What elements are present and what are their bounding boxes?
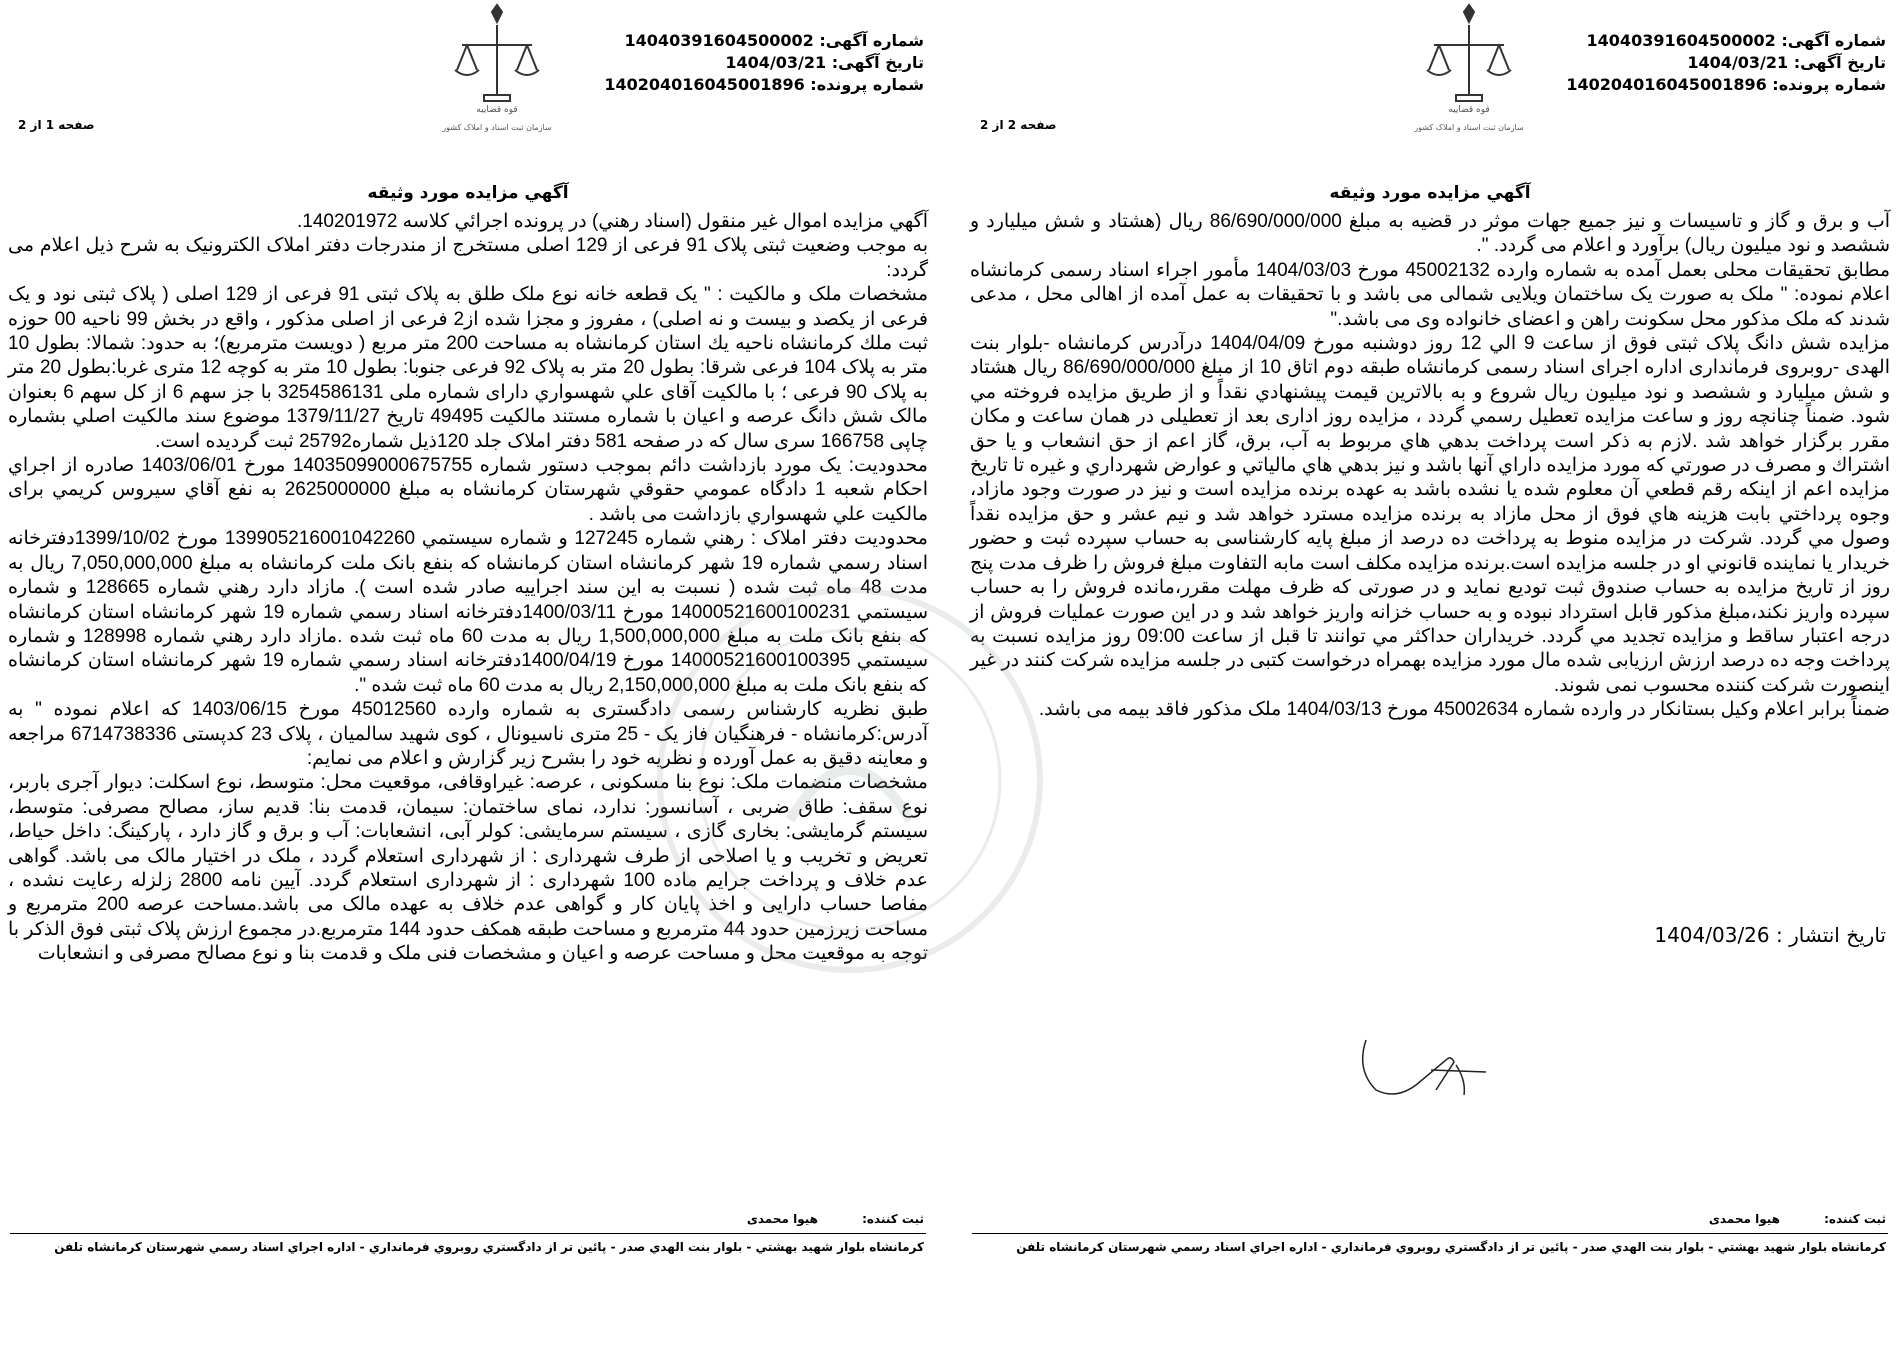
registrar	[1709, 1212, 1886, 1226]
registrar-label: ثبت کننده:	[1824, 1212, 1886, 1226]
registrar	[747, 1212, 924, 1226]
emblem-top-text: قوه قضاییه	[1448, 105, 1490, 115]
page-one	[4, 0, 932, 1361]
paragraph: محدوديت دفتر املاک : رهني شماره 127245 و شماره سيستمي 139905216001042260 مورخ 1399/10/02دفترخانه اسناد رسمي شماره 19 شهر كرمانشاه استان كرمانشاه كه بنفع بانک ملت كرمانشاه به مبلغ 7,050,000,000 ريال به مدت 48 ماه ثبت شده ( نسبت به این سند اجراییه صادر شده است ). مازاد دارد رهني شماره 128665 و شماره سيستمي 14000521600100231 مورخ 1400/03/11دفترخانه اسناد رسمي شماره 19 شهر كرمانشاه استان كرمانشاه كه بنفع بانک ملت به مبلغ 1,500,000,000 ريال به مدت 60 ماه ثبت شده .مازاد دارد رهني شماره 128998 و شماره سيستمي 14000521600100395 مورخ 1400/04/19دفترخانه اسناد رسمي شماره 19 شهر كرمانشاه استان كرمانشاه كه بنفع بانک ملت به مبلغ 2,150,000,000 ريال به مدت 60 ماه ثبت شده ".	[8, 528, 929, 696]
paragraph: مشخصات ملک و مالکیت : " یک قطعه خانه نوع ملک طلق به پلاک ثبتی 91 فرعی از 129 اصلی ( پلاک ثبتی نود و یک فرعی از یکصد و بیست و نه اصلی) ، مفروز و مجزا شده از2 فرعی از اصلی مذکور ، واقع در بخش 99 ناحیه 00 حوزه ثبت ملك كرمانشاه ناحیه یك استان كرمانشاه به مساحت 200 متر مربع ( دویست مترمربع)؛ به حدود: شمالا: بطول 10 متر به پلاک 104 فرعی شرقا: بطول 20 متر به پلاک 92 فرعی جنوبا: بطول 10 متر به کوچه 12 متری غربا:بطول 20 متر به پلاک 90 فرعی ؛ با مالکیت آقای علي شهسواري دارای شماره ملی 3254586131 با جز سهم 6 از کل سهم 6 بعنوان مالک شش دانگ عرصه و اعيان با شماره مستند مالکیت 49495 تاریخ 1379/11/27 موضوع سند مالکيت اصلي بشماره چاپی 166758 سری سال که در صفحه 581 دفتر املاک جلد 120ذيل شماره25792 ثبت گرديده است.	[8, 284, 929, 452]
paragraph: به موجب وضعیت ثبتی پلاک 91 فرعی از 129 اصلی مستخرج از مندرجات دفتر املاک الکترونیک به شرح ذیل اعلام می گردد:	[8, 235, 928, 281]
paragraph: آب و برق و گاز و تاسیسات و نیز جمیع جهات موثر در قضیه به مبلغ 86/690/000/000 ریال (هشتاد و شش میلیارد و ششصد و نود میلیون ریال) برآورد و اعلام می گردد. ".	[970, 211, 1890, 257]
registrar-label: ثبت کننده:	[862, 1212, 924, 1226]
publish-date: تاريخ انتشار : 1404/03/26	[1654, 923, 1886, 947]
judiciary-emblem-icon	[1394, 0, 1544, 150]
page-two	[966, 0, 1894, 1361]
ad-meta	[604, 30, 924, 96]
emblem-caption: سازمان ثبت اسناد و املاک کشور	[1414, 123, 1524, 132]
body-text	[8, 210, 928, 967]
footer-address: كرمانشاه بلوار شهيد بهشتي - بلوار بنت الهدي صدر - پائين تر از دادگستري روبروي فرمانداري - اداره اجراي اسناد رسمي شهرستان كرمانشاه تلفن	[54, 1240, 924, 1254]
ad-date: تاریخ آگهی: 1404/03/21	[1687, 53, 1886, 72]
ad-date: تاریخ آگهی: 1404/03/21	[725, 53, 924, 72]
case-number: شماره پرونده: 140204016045001896	[1566, 75, 1886, 94]
doc-title: آگهي مزايده مورد وثيقه	[367, 183, 569, 203]
footer-address: كرمانشاه بلوار شهيد بهشتي - بلوار بنت الهدي صدر - پائين تر از دادگستري روبروي فرمانداري - اداره اجراي اسناد رسمي شهرستان كرمانشاه تلفن	[1016, 1240, 1886, 1254]
judiciary-emblem-icon	[422, 0, 572, 150]
paragraph: طبق نظریه کارشناس رسمی دادگستری به شماره وارده 45012560 مورخ 1403/06/15 که اعلام نموده " به آدرس:كرمانشاه - فرهنگیان فاز یک - 25 متری ناسیونال ، کوی شهید سالمیان ، پلاک 23 کدپستی 6714738336 مراجعه و معاینه دقیق به عمل آورده و نظریه خود را بشرح زیر گزارش و اعلام می نمایم:	[8, 699, 928, 769]
paragraph: مطابق تحقیقات محلی بعمل آمده به شماره وارده 45002132 مورخ 1404/03/03 مأمور اجراء اسناد رسمی کرمانشاه اعلام نموده: " ملک به صورت یک ساختمان ویلایی شمالی می باشد و با تحقیقات به عمل آمده از اهالی محل ، مدعی شدند که ملک مذکور محل سکونت راهن و اعضای خانواده وی می باشد."	[970, 259, 1890, 330]
footer-divider	[10, 1233, 926, 1234]
signature-icon	[1336, 1000, 1536, 1120]
paragraph: مشخصات منضمات ملک: نوع بنا مسکونی ، عرصه: غیراوقافی، موقعیت محل: متوسط، نوع اسکلت: دیوار آجری باربر، نوع سقف: طاق ضربی ، آسانسور: ندارد، نمای ساختمان: سیمان، قدمت بنا: قدیم ساز، مصالح مصرفی: متوسط، سیستم گرمایشی: بخاری گازی ، سیستم سرمایشی: کولر آبی، انشعابات: آب و برق و گاز دارد ، پارکینگ: داخل حیاط، تعریض و تخریب و یا اصلاحی از طرف شهرداری : از شهرداری استعلام گردد ، ملک در اختیار مالک می باشد. گواهی عدم خلاف و پرداخت جرایم ماده 100 شهرداری : از شهرداری استعلام گردد. آیین نامه 2800 زلزله رعایت نشده ، مفاصا حساب دارایی و اخذ پایان کار و گواهی عدم خلاف به عهده مالک می باشد.مساحت عرصه 200 مترمربع و مساحت زیرزمین حدود 44 مترمربع و مساحت طبقه همکف حدود 144 مترمربع.در مجموع ارزش پلاک ثبتی فوق الذکر با توجه به موقعیت محل و مساحت عرصه و اعیان و مشخصات فنی ملک و قدمت بنا و نوع مصالح مصرفی و انشعابات	[8, 772, 929, 965]
case-number: شماره پرونده: 140204016045001896	[604, 75, 924, 94]
page-number: صفحه 1 از 2	[18, 118, 95, 132]
ad-number: شماره آگهی: 14040391604500002	[1586, 31, 1886, 50]
paragraph: مزايده شش دانگ پلاک ثبتی فوق از ساعت 9 الي 12 روز دوشنبه مورخ 1404/04/09 درآدرس كرمانشاه -بلوار بنت الهدی -روبروی فرمانداری اداره اجرای اسناد رسمی کرمانشاه طبقه دوم اتاق 10 از مبلغ 86/690/000/000 ريال هشتاد و شش میلیارد و ششصد و نود میلیون ريال شروع و به بالاترين قيمت پيشنهادي نقداً و از طريق مزايده فروخته مي شود. ضمناً چنانچه روز و ساعت مزايده تعطيل رسمي گردد ، مزايده روز اداری بعد از تعطيلی در همان ساعت و مكان مقرر برگزار خواهد شد .لازم به ذكر است پرداخت بدهي هاي مربوط به آب، برق، گاز اعم از حق انشعاب و يا حق اشتراك و مصرف در صورتي كه مورد مزايده داراي آنها باشد و نيز بدهي هاي مالياتي و عوارض شهرداري و غيره تا تاريخ مزايده اعم از اينكه رقم قطعي آن معلوم شده يا نشده باشد به عهده برنده مزايده است و نيز در صورت وجود مازاد، وجوه پرداختي بابت هزينه هاي فوق از محل مازاد به برنده مزايده مسترد خواهد شد و نيم عشر و حق مزايده نقداً وصول مي گردد. شرکت در مزايده منوط به پرداخت ده درصد از مبلغ پايه کارشناسی به حساب سپرده ثبت و حضور خريدار يا نماينده قانوني او در جلسه مزايده است.برنده مزايده مکلف است مابه التفاوت مبلغ فروش را ظرف مدت پنج روز از تاريخ مزايده به حساب صندوق ثبت توديع نمايد و در صورتی كه ظرف مهلت مقرر،مانده فروش را به حساب سپرده واريز نکند،مبلغ مذكور قابل استرداد نبوده و به حساب خزانه واريز خواهد شد و در اين صورت عمليات فروش از درجه اعتبار ساقط و مزايده تجديد مي گردد. خريداران حداكثر مي توانند تا قبل از ساعت 09:00 روز مزايده نسبت به پرداخت وجه ده درصد ارزش ارزيابی شده مال مورد مزايده بهمراه درخواست کتبی در جلسه مزايده شرکت کنند در غير اينصورت شرکت کننده محسوب نمی شوند.	[970, 333, 1890, 696]
paragraph: ضمناً برابر اعلام وکیل بستانکار در وارده شماره 45002634 مورخ 1404/03/13 ملک مذکور فاقد بیمه می باشد.	[1038, 699, 1890, 721]
body-text	[970, 210, 1890, 723]
ad-number: شماره آگهی: 14040391604500002	[624, 31, 924, 50]
emblem-top-text: قوه قضاییه	[476, 105, 518, 115]
registrar-name: هیوا محمدی	[746, 1212, 818, 1226]
subtitle: آگهي مزايده اموال غير منقول (اسناد رهني) در پرونده اجرائي كلاسه 140201972.	[297, 211, 928, 232]
paragraph: محدوديت: يک مورد بازداشت دائم بموجب دستور شماره 14035099000675755 مورخ 1403/06/01 صادره از اجراي احكام شعبه 1 دادگاه عمومي حقوقي شهرستان كرمانشاه به مبلغ 2625000000 به نفع آقاي سيروس كريمي برای مالکيت علي شهسواري بازداشت می باشد .	[8, 455, 928, 525]
footer-divider	[972, 1233, 1888, 1234]
page-number: صفحه 2 از 2	[980, 118, 1057, 132]
ad-meta	[1566, 30, 1886, 96]
doc-title: آگهي مزايده مورد وثيقه	[1329, 183, 1531, 203]
registrar-name: هیوا محمدی	[1708, 1212, 1780, 1226]
emblem-caption: سازمان ثبت اسناد و املاک کشور	[442, 123, 552, 132]
